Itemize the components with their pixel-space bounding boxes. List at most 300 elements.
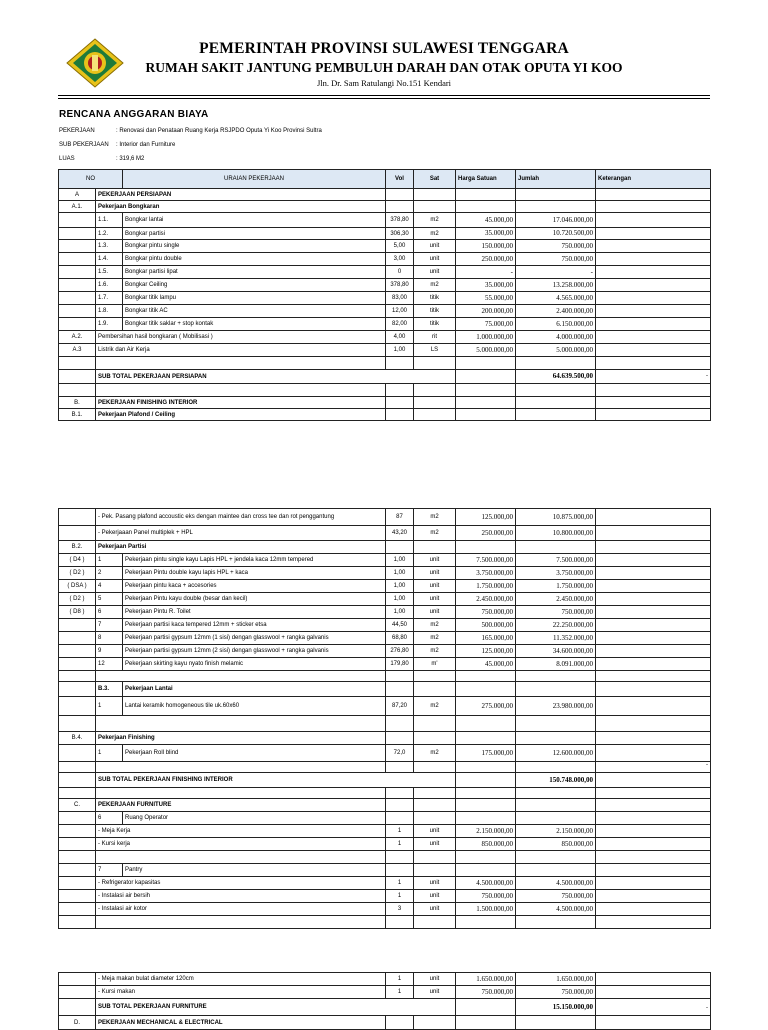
jumlah-cell (516, 671, 596, 682)
uraian-cell: Pekerjaan pintu single kayu Lapis HPL + jendela kaca 12mm tempered (123, 554, 386, 567)
sat-cell: unit (414, 903, 456, 916)
no-cell (59, 773, 96, 788)
vol-cell (386, 357, 414, 370)
sat-cell: m2 (414, 526, 456, 541)
no-cell (59, 671, 96, 682)
table-row (59, 580, 711, 593)
harga-cell: 750.000,00 (456, 606, 516, 619)
no-cell: B. (59, 397, 96, 409)
sub-number-cell: 1.7. (96, 292, 123, 305)
table-row (59, 357, 711, 370)
sat-cell (414, 1016, 456, 1030)
no-cell: ( D4 ) (59, 554, 96, 567)
keterangan-cell (596, 999, 711, 1016)
no-cell: B.2. (59, 541, 96, 554)
uraian-cell: Pekerjaan Roll blind (123, 745, 386, 762)
sat-cell (414, 762, 456, 773)
jumlah-cell: 5.000.000,00 (516, 344, 596, 357)
harga-cell: 125.000,00 (456, 509, 516, 526)
sat-cell: unit (414, 986, 456, 999)
jumlah-cell: 8.091.000,00 (516, 658, 596, 671)
meta-line (59, 156, 144, 162)
table-row (59, 266, 711, 279)
header-address: Jln. Dr. Sam Ratulangi No.151 Kendari (316, 78, 452, 88)
sat-cell: unit (414, 567, 456, 580)
subtotal-label: SUB TOTAL PEKERJAAN FURNITURE (96, 999, 456, 1016)
vol-cell (386, 682, 414, 697)
no-cell (59, 384, 96, 397)
no-cell (59, 697, 96, 716)
no-cell (59, 240, 96, 253)
harga-cell: 1.000.000,00 (456, 331, 516, 344)
vol-cell: 1 (386, 986, 414, 999)
keterangan-cell (596, 606, 711, 619)
uraian-cell: Pembersihan hasil bongkaran ( Mobilisasi ) (96, 331, 386, 344)
vol-cell (386, 189, 414, 201)
jumlah-cell: 12.600.000,00 (516, 745, 596, 762)
keterangan-cell (596, 370, 711, 384)
keterangan-cell (596, 567, 711, 580)
sub-number-cell: 1 (96, 745, 123, 762)
column-header-sat: Sat (414, 170, 456, 189)
sat-cell (414, 384, 456, 397)
sat-cell (414, 397, 456, 409)
sat-cell: unit (414, 266, 456, 279)
keterangan-cell (596, 838, 711, 851)
meta-label: LUAS (59, 156, 75, 162)
keterangan-cell (596, 745, 711, 762)
sat-cell: m2 (414, 745, 456, 762)
table-row (59, 189, 711, 201)
harga-cell (456, 397, 516, 409)
table-row (59, 331, 711, 344)
table-row (59, 1016, 711, 1030)
sub-number-cell: 8 (96, 632, 123, 645)
jumlah-cell (516, 788, 596, 799)
subtotal-amount: 15.150.000,00 (516, 999, 596, 1016)
sub-number-cell: 1.8. (96, 305, 123, 318)
sat-cell: unit (414, 838, 456, 851)
harga-cell: 175.000,00 (456, 745, 516, 762)
uraian-cell: Bongkar pintu single (123, 240, 386, 253)
keterangan-cell (596, 658, 711, 671)
budget-table-part-2 (58, 508, 711, 929)
no-cell (59, 509, 96, 526)
meta-line (59, 142, 175, 148)
keterangan-cell (596, 266, 711, 279)
keterangan-cell (596, 973, 711, 986)
no-cell (59, 370, 96, 384)
keterangan-cell (596, 864, 711, 877)
vol-cell (386, 384, 414, 397)
subtotal-label: SUB TOTAL PEKERJAAN FINISHING INTERIOR (96, 773, 456, 788)
uraian-cell: Bongkar titik AC (123, 305, 386, 318)
jumlah-cell (516, 799, 596, 812)
sat-cell: unit (414, 554, 456, 567)
column-header-harga: Harga Satuan (456, 170, 516, 189)
vol-cell: 68,80 (386, 632, 414, 645)
no-cell (59, 986, 96, 999)
table-row (59, 606, 711, 619)
jumlah-cell: 34.600.000,00 (516, 645, 596, 658)
uraian-cell: Bongkar titik saklar + stop kontak (123, 318, 386, 331)
uraian-cell (96, 384, 386, 397)
table-row (59, 716, 711, 732)
no-cell (59, 357, 96, 370)
uraian-cell: PEKERJAAN PERSIAPAN (96, 189, 386, 201)
keterangan-cell (596, 697, 711, 716)
harga-cell: 45.000,00 (456, 658, 516, 671)
uraian-cell (96, 916, 386, 929)
table-row (59, 279, 711, 292)
sat-cell (414, 788, 456, 799)
vol-cell: 276,80 (386, 645, 414, 658)
keterangan-cell (596, 593, 711, 606)
budget-table-part-3 (58, 972, 711, 1030)
sat-cell: unit (414, 253, 456, 266)
no-cell (59, 973, 96, 986)
uraian-cell: Ruang Operator (123, 812, 386, 825)
uraian-cell: - Kursi makan (96, 986, 386, 999)
sat-cell (414, 201, 456, 213)
harga-cell (456, 762, 516, 773)
no-cell (59, 253, 96, 266)
uraian-cell (96, 788, 386, 799)
sub-number-cell: 1.2. (96, 228, 123, 240)
budget-table-part-1 (58, 169, 711, 421)
uraian-cell (96, 671, 386, 682)
jumlah-cell: 2.150.000,00 (516, 825, 596, 838)
harga-cell (456, 773, 516, 788)
document-title: RENCANA ANGGARAN BIAYA (59, 109, 209, 120)
no-cell (59, 279, 96, 292)
harga-cell (456, 788, 516, 799)
jumlah-cell: - (516, 266, 596, 279)
table-row (59, 825, 711, 838)
sub-number-cell: 1.1. (96, 213, 123, 228)
table-row (59, 864, 711, 877)
sub-number-cell: 9 (96, 645, 123, 658)
no-cell (59, 999, 96, 1016)
keterangan-cell (596, 554, 711, 567)
jumlah-cell (516, 851, 596, 864)
no-cell (59, 877, 96, 890)
table-row (59, 890, 711, 903)
item-title: Pekerjaan Partisi (96, 541, 386, 554)
uraian-cell: Pekerjaan skirting kayu nyato finish melamic (123, 658, 386, 671)
harga-cell (456, 201, 516, 213)
table-row (59, 213, 711, 228)
keterangan-cell (596, 409, 711, 421)
header-hospital-name: RUMAH SAKIT JANTUNG PEMBULUH DARAH DAN OTAK OPUTA YI KOO (145, 60, 623, 75)
harga-cell: 7.500.000,00 (456, 554, 516, 567)
sat-cell: m2 (414, 279, 456, 292)
keterangan-cell (596, 509, 711, 526)
keterangan-cell (596, 825, 711, 838)
column-header-uraian: URAIAN PEKERJAAN (123, 170, 386, 189)
vol-cell: 87 (386, 509, 414, 526)
no-cell (59, 812, 96, 825)
table-row (59, 397, 711, 409)
sat-cell (414, 357, 456, 370)
uraian-cell: - Meja Kerja (96, 825, 386, 838)
sat-cell: unit (414, 877, 456, 890)
sat-cell: titik (414, 292, 456, 305)
no-cell: A.3 (59, 344, 96, 357)
vol-cell: 378,80 (386, 213, 414, 228)
no-cell (59, 716, 96, 732)
sub-number-cell: 1 (96, 554, 123, 567)
sat-cell: titik (414, 305, 456, 318)
table-row (59, 851, 711, 864)
keterangan-cell (596, 526, 711, 541)
column-header-no: NO (59, 170, 123, 189)
jumlah-cell (516, 682, 596, 697)
vol-cell: 1 (386, 973, 414, 986)
keterangan-cell (596, 632, 711, 645)
no-cell (59, 864, 96, 877)
table-row (59, 409, 711, 421)
harga-cell (456, 189, 516, 201)
harga-cell: 1.750.000,00 (456, 580, 516, 593)
table-row (59, 344, 711, 357)
harga-cell (456, 732, 516, 745)
keterangan-cell (596, 716, 711, 732)
uraian-cell: Bongkar partisi lipat (123, 266, 386, 279)
jumlah-cell: 750.000,00 (516, 986, 596, 999)
vol-cell (386, 799, 414, 812)
table-row (59, 240, 711, 253)
uraian-cell: Pantry (123, 864, 386, 877)
sub-number-cell: 1.6. (96, 279, 123, 292)
uraian-cell: Pekerjaan pintu kaca + accesories (123, 580, 386, 593)
uraian-cell: Bongkar Ceiling (123, 279, 386, 292)
uraian-cell: - Pek. Pasang plafond accoustic eks dengan maintee dan cross tee dan rot penggantung (96, 509, 386, 526)
keterangan-cell (596, 189, 711, 201)
keterangan-cell (596, 903, 711, 916)
jumlah-cell: 1.750.000,00 (516, 580, 596, 593)
jumlah-cell: 22.250.000,00 (516, 619, 596, 632)
sat-cell: titik (414, 318, 456, 331)
harga-cell (456, 999, 516, 1016)
table-row (59, 292, 711, 305)
keterangan-cell (596, 384, 711, 397)
table-row (59, 877, 711, 890)
uraian-cell: Pekerjaan partisi gypsum 12mm (1 sisi) dengan glasswool + rangka galvanis (123, 632, 386, 645)
jumlah-cell: 13.258.000,00 (516, 279, 596, 292)
keterangan-cell (596, 580, 711, 593)
harga-cell: 45.000,00 (456, 213, 516, 228)
jumlah-cell (516, 762, 596, 773)
meta-value: : 319,6 M2 (116, 156, 145, 162)
harga-cell: 500.000,00 (456, 619, 516, 632)
vol-cell: 1,00 (386, 567, 414, 580)
jumlah-cell: 750.000,00 (516, 240, 596, 253)
sat-cell: unit (414, 606, 456, 619)
meta-value: : Interior dan Furniture (116, 142, 176, 148)
jumlah-cell: 1.650.000,00 (516, 973, 596, 986)
no-cell (59, 762, 96, 773)
table-row (59, 554, 711, 567)
jumlah-cell (516, 397, 596, 409)
harga-cell (456, 716, 516, 732)
sub-number-cell: 6 (96, 606, 123, 619)
no-cell (59, 526, 96, 541)
no-cell (59, 292, 96, 305)
no-cell (59, 745, 96, 762)
keterangan-cell (596, 541, 711, 554)
keterangan-cell (596, 762, 711, 773)
sat-cell: m2 (414, 213, 456, 228)
keterangan-cell (596, 201, 711, 213)
table-row (59, 682, 711, 697)
sub-number-cell: 5 (96, 593, 123, 606)
jumlah-cell: 3.750.000,00 (516, 567, 596, 580)
uraian-cell: Pekerjaan Bongkaran (96, 201, 386, 213)
table-row (59, 305, 711, 318)
no-cell (59, 658, 96, 671)
no-cell (59, 619, 96, 632)
keterangan-cell (596, 812, 711, 825)
keterangan-cell (596, 682, 711, 697)
harga-cell: 850.000,00 (456, 838, 516, 851)
harga-cell: 1.500.000,00 (456, 903, 516, 916)
table-row (59, 745, 711, 762)
uraian-cell: - Instalasi air bersih (96, 890, 386, 903)
vol-cell: 0 (386, 266, 414, 279)
harga-cell (456, 541, 516, 554)
sat-cell (414, 671, 456, 682)
jumlah-cell (516, 864, 596, 877)
jumlah-cell: 4.000.000,00 (516, 331, 596, 344)
keterangan-cell (596, 732, 711, 745)
jumlah-cell: 4.565.000,00 (516, 292, 596, 305)
sub-number-cell: 1.3. (96, 240, 123, 253)
no-cell (59, 916, 96, 929)
vol-cell (386, 851, 414, 864)
sat-cell: m2 (414, 697, 456, 716)
vol-cell: 1,00 (386, 554, 414, 567)
no-cell (59, 825, 96, 838)
harga-cell (456, 851, 516, 864)
keterangan-cell (596, 877, 711, 890)
keterangan-cell (596, 279, 711, 292)
harga-cell: - (456, 266, 516, 279)
no-cell (59, 851, 96, 864)
uraian-cell (96, 762, 386, 773)
keterangan-cell (596, 799, 711, 812)
no-cell: A.2. (59, 331, 96, 344)
harga-cell: 200.000,00 (456, 305, 516, 318)
sat-cell: unit (414, 593, 456, 606)
keterangan-cell (596, 890, 711, 903)
no-cell (59, 890, 96, 903)
no-cell (59, 213, 96, 228)
uraian-cell: PEKERJAAN FURNITURE (96, 799, 386, 812)
edge-mark: - (706, 762, 708, 768)
uraian-cell (96, 851, 386, 864)
vol-cell: 44,50 (386, 619, 414, 632)
uraian-cell: Pekerjaan Pintu R. Toilet (123, 606, 386, 619)
harga-cell (456, 384, 516, 397)
item-title: Pekerjaan Finishing (96, 732, 386, 745)
keterangan-cell (596, 851, 711, 864)
province-emblem-logo (66, 38, 124, 88)
keterangan-cell (596, 788, 711, 799)
sub-number-cell: 1 (96, 697, 123, 716)
vol-cell: 12,00 (386, 305, 414, 318)
table-row (59, 697, 711, 716)
sat-cell: rit (414, 331, 456, 344)
keterangan-cell (596, 986, 711, 999)
no-cell (59, 228, 96, 240)
no-cell (59, 632, 96, 645)
sub-number-cell: 7 (96, 864, 123, 877)
sat-cell: m2 (414, 632, 456, 645)
table-row (59, 645, 711, 658)
uraian-cell: Pekerjaan partisi kaca tempered 12mm + sticker etsa (123, 619, 386, 632)
keterangan-cell (596, 1016, 711, 1030)
keterangan-cell (596, 240, 711, 253)
table-row (59, 903, 711, 916)
keterangan-cell (596, 318, 711, 331)
column-header-vol: Vol (386, 170, 414, 189)
uraian-cell: - Refrigerator kapasitas (96, 877, 386, 890)
vol-cell (386, 409, 414, 421)
vol-cell (386, 864, 414, 877)
no-cell: B.4. (59, 732, 96, 745)
sat-cell (414, 864, 456, 877)
sat-cell: m2 (414, 228, 456, 240)
no-cell: A.1. (59, 201, 96, 213)
no-cell (59, 903, 96, 916)
subtotal-amount: 150.748.000,00 (516, 773, 596, 788)
sub-number-cell: 6 (96, 812, 123, 825)
jumlah-cell: 11.352.000,00 (516, 632, 596, 645)
sat-cell: m2 (414, 619, 456, 632)
harga-cell: 125.000,00 (456, 645, 516, 658)
table-row (59, 986, 711, 999)
vol-cell: 1 (386, 890, 414, 903)
table-row (59, 384, 711, 397)
table-row (59, 318, 711, 331)
uraian-cell: Pekerjaan Pintu kayu double (besar dan kecil) (123, 593, 386, 606)
sub-number-cell: 12 (96, 658, 123, 671)
subtotal-amount: 64.639.500,00 (516, 370, 596, 384)
no-cell (59, 788, 96, 799)
harga-cell: 3.750.000,00 (456, 567, 516, 580)
sat-cell (414, 716, 456, 732)
header-rule-thin (58, 98, 710, 99)
vol-cell (386, 762, 414, 773)
harga-cell: 2.150.000,00 (456, 825, 516, 838)
table-row (59, 671, 711, 682)
vol-cell: 1,00 (386, 606, 414, 619)
no-cell (59, 318, 96, 331)
harga-cell (456, 799, 516, 812)
jumlah-cell: 750.000,00 (516, 606, 596, 619)
jumlah-cell (516, 189, 596, 201)
meta-label: SUB PEKERJAAN (59, 142, 109, 148)
table-row (59, 632, 711, 645)
vol-cell: 1,00 (386, 580, 414, 593)
harga-cell: 35.000,00 (456, 279, 516, 292)
jumlah-cell: 750.000,00 (516, 890, 596, 903)
column-header-keterangan: Keterangan (596, 170, 711, 189)
vol-cell: 1 (386, 838, 414, 851)
column-header-jumlah: Jumlah (516, 170, 596, 189)
vol-cell (386, 732, 414, 745)
